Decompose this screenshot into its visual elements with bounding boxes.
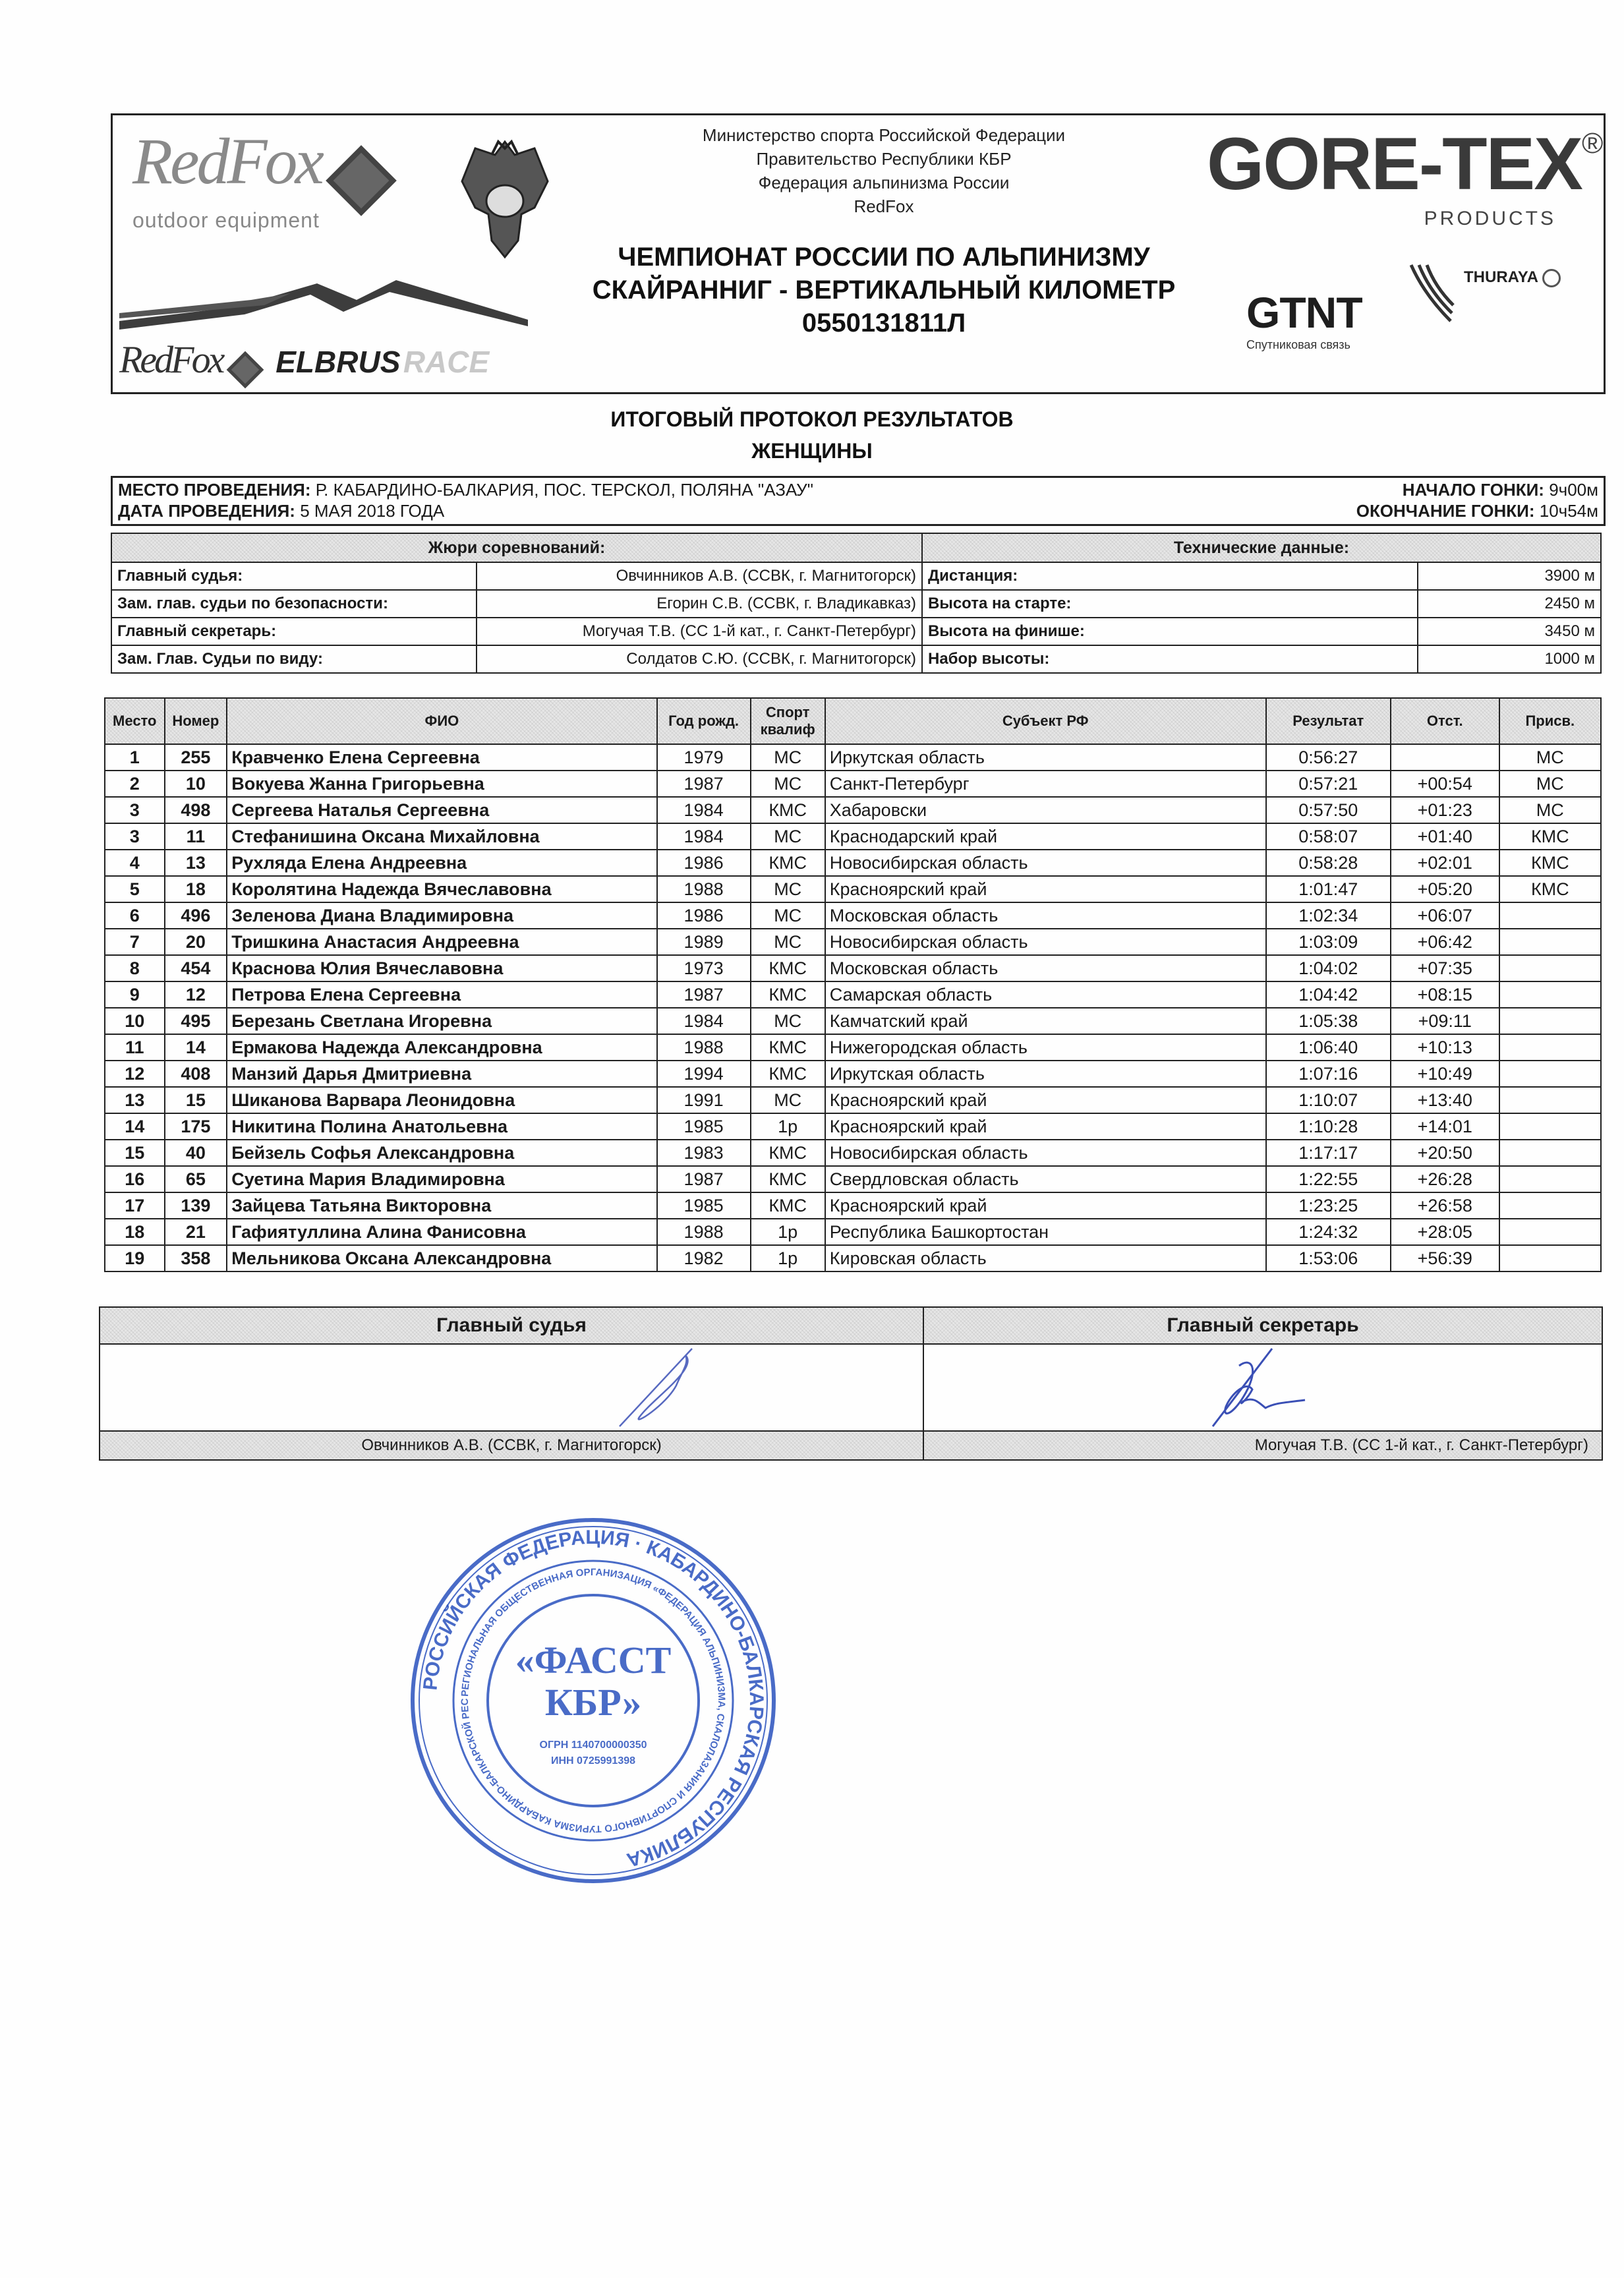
awarded-rank (1499, 1192, 1601, 1219)
awarded-rank (1499, 1140, 1601, 1166)
tech-row: Высота на старте: 2450 м (922, 590, 1601, 618)
qualification: КМС (751, 797, 825, 823)
awarded-rank (1499, 1008, 1601, 1034)
place: 10 (105, 1008, 165, 1034)
region: Московская область (825, 902, 1266, 929)
results-row (105, 797, 1601, 823)
bib: 255 (165, 744, 227, 771)
bib: 454 (165, 955, 227, 981)
bib: 20 (165, 929, 227, 955)
secretary-signature (1160, 1346, 1318, 1429)
tech-row: Дистанция: 3900 м (922, 562, 1601, 590)
jury-row: Главный судья: Овчинников А.В. (ССВК, г. Магнитогорск) (111, 562, 922, 590)
region: Красноярский край (825, 876, 1266, 902)
place: 3 (105, 797, 165, 823)
col-place: Место (105, 698, 165, 744)
place: 11 (105, 1034, 165, 1061)
region: Хабаровски (825, 797, 1266, 823)
qualification: МС (751, 744, 825, 771)
redfox-small-diamond-icon (227, 351, 264, 388)
qualification: МС (751, 902, 825, 929)
awarded-rank: КМС (1499, 850, 1601, 876)
result-time: 0:57:21 (1266, 771, 1391, 797)
race-start-line: НАЧАЛО ГОНКИ: 9ч00м (1402, 480, 1598, 500)
place: 15 (105, 1140, 165, 1166)
region: Красноярский край (825, 1113, 1266, 1140)
thuraya-globe-icon (1542, 269, 1561, 287)
stamp-ogrn: ОГРН 1140700000350 (539, 1739, 647, 1751)
tech-row: Высота на финише: 3450 м (922, 618, 1601, 645)
athlete-name: Стефанишина Оксана Михайловна (227, 823, 656, 850)
jury-title: Жюри соревнований: (111, 533, 922, 562)
place: 7 (105, 929, 165, 955)
birth-year: 1988 (657, 876, 751, 902)
results-row (105, 1219, 1601, 1245)
athlete-name: Рухляда Елена Андреевна (227, 850, 656, 876)
goretex-logo: GORE-TEX® PRODUCTS (1207, 123, 1604, 229)
region: Краснодарский край (825, 823, 1266, 850)
results-row (105, 823, 1601, 850)
qualification: МС (751, 1008, 825, 1034)
result-time: 1:04:42 (1266, 981, 1391, 1008)
results-row (105, 1113, 1601, 1140)
gap-time: +20:50 (1391, 1140, 1499, 1166)
stamp-inner-text: РЕГИОНАЛЬНАЯ ОБЩЕСТВЕННАЯ ОРГАНИЗАЦИЯ «ФЕДЕРАЦИЯ АЛЬПИНИЗМА, СКАЛОЛАЗАНИЯ И СПОРТИВНОГО ТУРИЗМА КАБАРДИНО-БАЛКАРСКОЙ РЕС (459, 1566, 728, 1835)
championship-title: ЧЕМПИОНАТ РОССИИ ПО АЛЬПИНИЗМУ СКАЙРАННИГ - ВЕРТИКАЛЬНЫЙ КИЛОМЕТР 0550131811Л (561, 241, 1207, 339)
birth-year: 1985 (657, 1113, 751, 1140)
place: 3 (105, 823, 165, 850)
region: Московская область (825, 955, 1266, 981)
results-row (105, 850, 1601, 876)
qualification: КМС (751, 955, 825, 981)
stamp-outer-text: РОССИЙСКАЯ ФЕДЕРАЦИЯ · КАБАРДИНО-БАЛКАРСКАЯ РЕСПУБЛИКА (419, 1526, 768, 1871)
result-time: 1:02:34 (1266, 902, 1391, 929)
col-gap: Отст. (1391, 698, 1499, 744)
place: 6 (105, 902, 165, 929)
qualification: КМС (751, 1061, 825, 1087)
athlete-name: Гафиятуллина Алина Фанисовна (227, 1219, 656, 1245)
awarded-rank: МС (1499, 797, 1601, 823)
result-time: 1:03:09 (1266, 929, 1391, 955)
athlete-name: Зайцева Татьяна Викторовна (227, 1192, 656, 1219)
official-stamp (409, 1516, 778, 1885)
jury-table (111, 533, 923, 674)
qualification: 1р (751, 1219, 825, 1245)
region: Красноярский край (825, 1192, 1266, 1219)
place: 4 (105, 850, 165, 876)
gap-time: +26:58 (1391, 1192, 1499, 1219)
protocol-category: ЖЕНЩИНЫ (751, 439, 873, 463)
results-row (105, 876, 1601, 902)
gap-time: +09:11 (1391, 1008, 1499, 1034)
results-table (104, 697, 1602, 1272)
birth-year: 1988 (657, 1219, 751, 1245)
awarded-rank (1499, 902, 1601, 929)
birth-year: 1988 (657, 1034, 751, 1061)
athlete-name: Шиканова Варвара Леонидовна (227, 1087, 656, 1113)
col-qualification: Спорт квалиф (751, 698, 825, 744)
qualification: 1р (751, 1113, 825, 1140)
col-result: Результат (1266, 698, 1391, 744)
stamp-inn: ИНН 0725991398 (550, 1755, 636, 1767)
birth-year: 1984 (657, 823, 751, 850)
secretary-title: Главный секретарь (923, 1307, 1602, 1344)
result-time: 1:22:55 (1266, 1166, 1391, 1192)
athlete-name: Вокуева Жанна Григорьевна (227, 771, 656, 797)
qualification: МС (751, 1087, 825, 1113)
header-box (111, 113, 1606, 394)
secretary-name: Могучая Т.В. (СС 1-й кат., г. Санкт-Петербург) (923, 1431, 1602, 1460)
birth-year: 1987 (657, 1166, 751, 1192)
event-info (111, 476, 1606, 526)
qualification: КМС (751, 1140, 825, 1166)
result-time: 1:24:32 (1266, 1219, 1391, 1245)
awarded-rank: МС (1499, 771, 1601, 797)
result-time: 1:10:28 (1266, 1113, 1391, 1140)
place: 12 (105, 1061, 165, 1087)
result-time: 1:01:47 (1266, 876, 1391, 902)
gap-time (1391, 744, 1499, 771)
qualification: КМС (751, 1166, 825, 1192)
awarded-rank (1499, 1219, 1601, 1245)
stamp-center-line2: КБР» (544, 1681, 642, 1724)
col-birth-year: Год рожд. (657, 698, 751, 744)
region: Санкт-Петербург (825, 771, 1266, 797)
organizer-line: Правительство Республики КБР (756, 149, 1012, 169)
birth-year: 1987 (657, 981, 751, 1008)
redfox-diamond-icon (326, 145, 397, 216)
awarded-rank (1499, 929, 1601, 955)
gap-time: +56:39 (1391, 1245, 1499, 1271)
place: 5 (105, 876, 165, 902)
redfox-logo: RedFox outdoor equipment (132, 129, 422, 234)
birth-year: 1986 (657, 902, 751, 929)
athlete-name: Бейзель Софья Александровна (227, 1140, 656, 1166)
gap-time: +07:35 (1391, 955, 1499, 981)
athlete-name: Петрова Елена Сергеевна (227, 981, 656, 1008)
gap-time: +02:01 (1391, 850, 1499, 876)
race-end-line: ОКОНЧАНИЕ ГОНКИ: 10ч54м (1356, 501, 1598, 521)
birth-year: 1994 (657, 1061, 751, 1087)
gap-time: +28:05 (1391, 1219, 1499, 1245)
stamp-center-line1: «ФАССТ (515, 1639, 672, 1681)
awarded-rank (1499, 1061, 1601, 1087)
region: Иркутская область (825, 1061, 1266, 1087)
col-region: Субъект РФ (825, 698, 1266, 744)
birth-year: 1986 (657, 850, 751, 876)
bib: 358 (165, 1245, 227, 1271)
results-row (105, 1245, 1601, 1271)
qualification: КМС (751, 1192, 825, 1219)
qualification: 1р (751, 1245, 825, 1271)
bib: 15 (165, 1087, 227, 1113)
gtnt-thuraya-logo: THURAYA GTNT Спутниковая связь (1246, 262, 1596, 361)
organizers-list (614, 123, 1154, 218)
place: 18 (105, 1219, 165, 1245)
athlete-name: Королятина Надежда Вячеславовна (227, 876, 656, 902)
judge-signature-area (100, 1344, 923, 1431)
region: Нижегородская область (825, 1034, 1266, 1061)
birth-year: 1985 (657, 1192, 751, 1219)
result-time: 1:07:16 (1266, 1061, 1391, 1087)
bib: 408 (165, 1061, 227, 1087)
place: 9 (105, 981, 165, 1008)
region: Красноярский край (825, 1087, 1266, 1113)
birth-year: 1984 (657, 797, 751, 823)
region: Новосибирская область (825, 850, 1266, 876)
place: 1 (105, 744, 165, 771)
place: 16 (105, 1166, 165, 1192)
bib: 40 (165, 1140, 227, 1166)
result-time: 1:06:40 (1266, 1034, 1391, 1061)
gap-time: +26:28 (1391, 1166, 1499, 1192)
awarded-rank (1499, 955, 1601, 981)
awarded-rank (1499, 981, 1601, 1008)
gap-time: +10:49 (1391, 1061, 1499, 1087)
result-time: 0:56:27 (1266, 744, 1391, 771)
qualification: КМС (751, 1034, 825, 1061)
bib: 11 (165, 823, 227, 850)
result-time: 1:04:02 (1266, 955, 1391, 981)
registered-mark-icon: ® (1581, 127, 1604, 160)
birth-year: 1991 (657, 1087, 751, 1113)
result-time: 0:57:50 (1266, 797, 1391, 823)
gap-time: +08:15 (1391, 981, 1499, 1008)
results-row (105, 1008, 1601, 1034)
results-row (105, 771, 1601, 797)
athlete-name: Тришкина Анастасия Андреевна (227, 929, 656, 955)
date-line: ДАТА ПРОВЕДЕНИЯ: 5 МАЯ 2018 ГОДА (118, 501, 445, 521)
awarded-rank: МС (1499, 744, 1601, 771)
region: Кировская область (825, 1245, 1266, 1271)
region: Камчатский край (825, 1008, 1266, 1034)
tech-title: Технические данные: (922, 533, 1601, 562)
awarded-rank (1499, 1087, 1601, 1113)
gap-time: +06:42 (1391, 929, 1499, 955)
region: Самарская область (825, 981, 1266, 1008)
russian-coat-of-arms-icon (455, 135, 554, 260)
bib: 139 (165, 1192, 227, 1219)
results-body (105, 744, 1601, 1271)
organizer-line: Министерство спорта Российской Федерации (702, 125, 1066, 145)
mountain-icon (119, 280, 528, 333)
organizer-line: RedFox (854, 196, 914, 216)
athlete-name: Краснова Юлия Вячеславовна (227, 955, 656, 981)
results-row (105, 1166, 1601, 1192)
protocol-title: ИТОГОВЫЙ ПРОТОКОЛ РЕЗУЛЬТАТОВ (610, 407, 1014, 431)
bib: 495 (165, 1008, 227, 1034)
results-row (105, 1192, 1601, 1219)
birth-year: 1979 (657, 744, 751, 771)
region: Новосибирская область (825, 1140, 1266, 1166)
region: Свердловская область (825, 1166, 1266, 1192)
athlete-name: Зеленова Диана Владимировна (227, 902, 656, 929)
results-row (105, 744, 1601, 771)
bib: 18 (165, 876, 227, 902)
results-row (105, 981, 1601, 1008)
awarded-rank: КМС (1499, 876, 1601, 902)
birth-year: 1984 (657, 1008, 751, 1034)
tech-row: Набор высоты: 1000 м (922, 645, 1601, 673)
jury-row: Зам. Глав. Судьи по виду: Солдатов С.Ю. (ССВК, г. Магнитогорск) (111, 645, 922, 673)
athlete-name: Кравченко Елена Сергеевна (227, 744, 656, 771)
qualification: МС (751, 929, 825, 955)
qualification: МС (751, 876, 825, 902)
jury-row: Главный секретарь: Могучая Т.В. (СС 1-й кат., г. Санкт-Петербург) (111, 618, 922, 645)
organizer-line: Федерация альпинизма России (758, 173, 1010, 192)
signal-waves-icon (1405, 262, 1457, 331)
place: 14 (105, 1113, 165, 1140)
birth-year: 1987 (657, 771, 751, 797)
awarded-rank (1499, 1113, 1601, 1140)
result-time: 0:58:07 (1266, 823, 1391, 850)
judge-name: Овчинников А.В. (ССВК, г. Магнитогорск) (100, 1431, 923, 1460)
col-name: ФИО (227, 698, 656, 744)
gap-time: +05:20 (1391, 876, 1499, 902)
athlete-name: Мельникова Оксана Александровна (227, 1245, 656, 1271)
bib: 21 (165, 1219, 227, 1245)
athlete-name: Сергеева Наталья Сергеевна (227, 797, 656, 823)
result-time: 0:58:28 (1266, 850, 1391, 876)
result-time: 1:17:17 (1266, 1140, 1391, 1166)
bib: 13 (165, 850, 227, 876)
bib: 10 (165, 771, 227, 797)
event-code: 0550131811Л (801, 308, 966, 337)
judge-signature (593, 1346, 725, 1429)
place: 19 (105, 1245, 165, 1271)
tech-data-table (921, 533, 1602, 674)
place: 8 (105, 955, 165, 981)
redfox-elbrus-race-logo: RedFox ELBRUS RACE (119, 280, 554, 386)
qualification: МС (751, 771, 825, 797)
athlete-name: Суетина Мария Владимировна (227, 1166, 656, 1192)
bib: 496 (165, 902, 227, 929)
athlete-name: Ермакова Надежда Александровна (227, 1034, 656, 1061)
results-row (105, 1140, 1601, 1166)
awarded-rank (1499, 1034, 1601, 1061)
jury-row: Зам. глав. судьи по безопасности: Егорин С.В. (ССВК, г. Владикавказ) (111, 590, 922, 618)
awarded-rank: КМС (1499, 823, 1601, 850)
qualification: КМС (751, 850, 825, 876)
gap-time: +13:40 (1391, 1087, 1499, 1113)
bib: 65 (165, 1166, 227, 1192)
col-bib: Номер (165, 698, 227, 744)
awarded-rank (1499, 1166, 1601, 1192)
athlete-name: Манзий Дарья Дмитриевна (227, 1061, 656, 1087)
results-header-row (105, 698, 1601, 744)
results-row (105, 1034, 1601, 1061)
results-row (105, 1061, 1601, 1087)
bib: 498 (165, 797, 227, 823)
region: Иркутская область (825, 744, 1266, 771)
results-row (105, 929, 1601, 955)
gap-time: +06:07 (1391, 902, 1499, 929)
gap-time: +00:54 (1391, 771, 1499, 797)
birth-year: 1983 (657, 1140, 751, 1166)
result-time: 1:05:38 (1266, 1008, 1391, 1034)
results-row (105, 902, 1601, 929)
awarded-rank (1499, 1245, 1601, 1271)
gap-time: +14:01 (1391, 1113, 1499, 1140)
place: 17 (105, 1192, 165, 1219)
results-row (105, 1087, 1601, 1113)
birth-year: 1982 (657, 1245, 751, 1271)
result-time: 1:53:06 (1266, 1245, 1391, 1271)
bib: 12 (165, 981, 227, 1008)
results-row (105, 955, 1601, 981)
athlete-name: Березань Светлана Игоревна (227, 1008, 656, 1034)
athlete-name: Никитина Полина Анатольевна (227, 1113, 656, 1140)
gap-time: +10:13 (1391, 1034, 1499, 1061)
qualification: КМС (751, 981, 825, 1008)
region: Республика Башкортостан (825, 1219, 1266, 1245)
qualification: МС (751, 823, 825, 850)
place: 2 (105, 771, 165, 797)
birth-year: 1989 (657, 929, 751, 955)
bib: 14 (165, 1034, 227, 1061)
result-time: 1:23:25 (1266, 1192, 1391, 1219)
judge-title: Главный судья (100, 1307, 923, 1344)
result-time: 1:10:07 (1266, 1087, 1391, 1113)
bib: 175 (165, 1113, 227, 1140)
col-award: Присв. (1499, 698, 1601, 744)
gap-time: +01:40 (1391, 823, 1499, 850)
venue-line: МЕСТО ПРОВЕДЕНИЯ: Р. КАБАРДИНО-БАЛКАРИЯ, ПОС. ТЕРСКОЛ, ПОЛЯНА "АЗАУ" (118, 480, 813, 500)
birth-year: 1973 (657, 955, 751, 981)
region: Новосибирская область (825, 929, 1266, 955)
place: 13 (105, 1087, 165, 1113)
gap-time: +01:23 (1391, 797, 1499, 823)
signature-table (99, 1306, 1603, 1461)
